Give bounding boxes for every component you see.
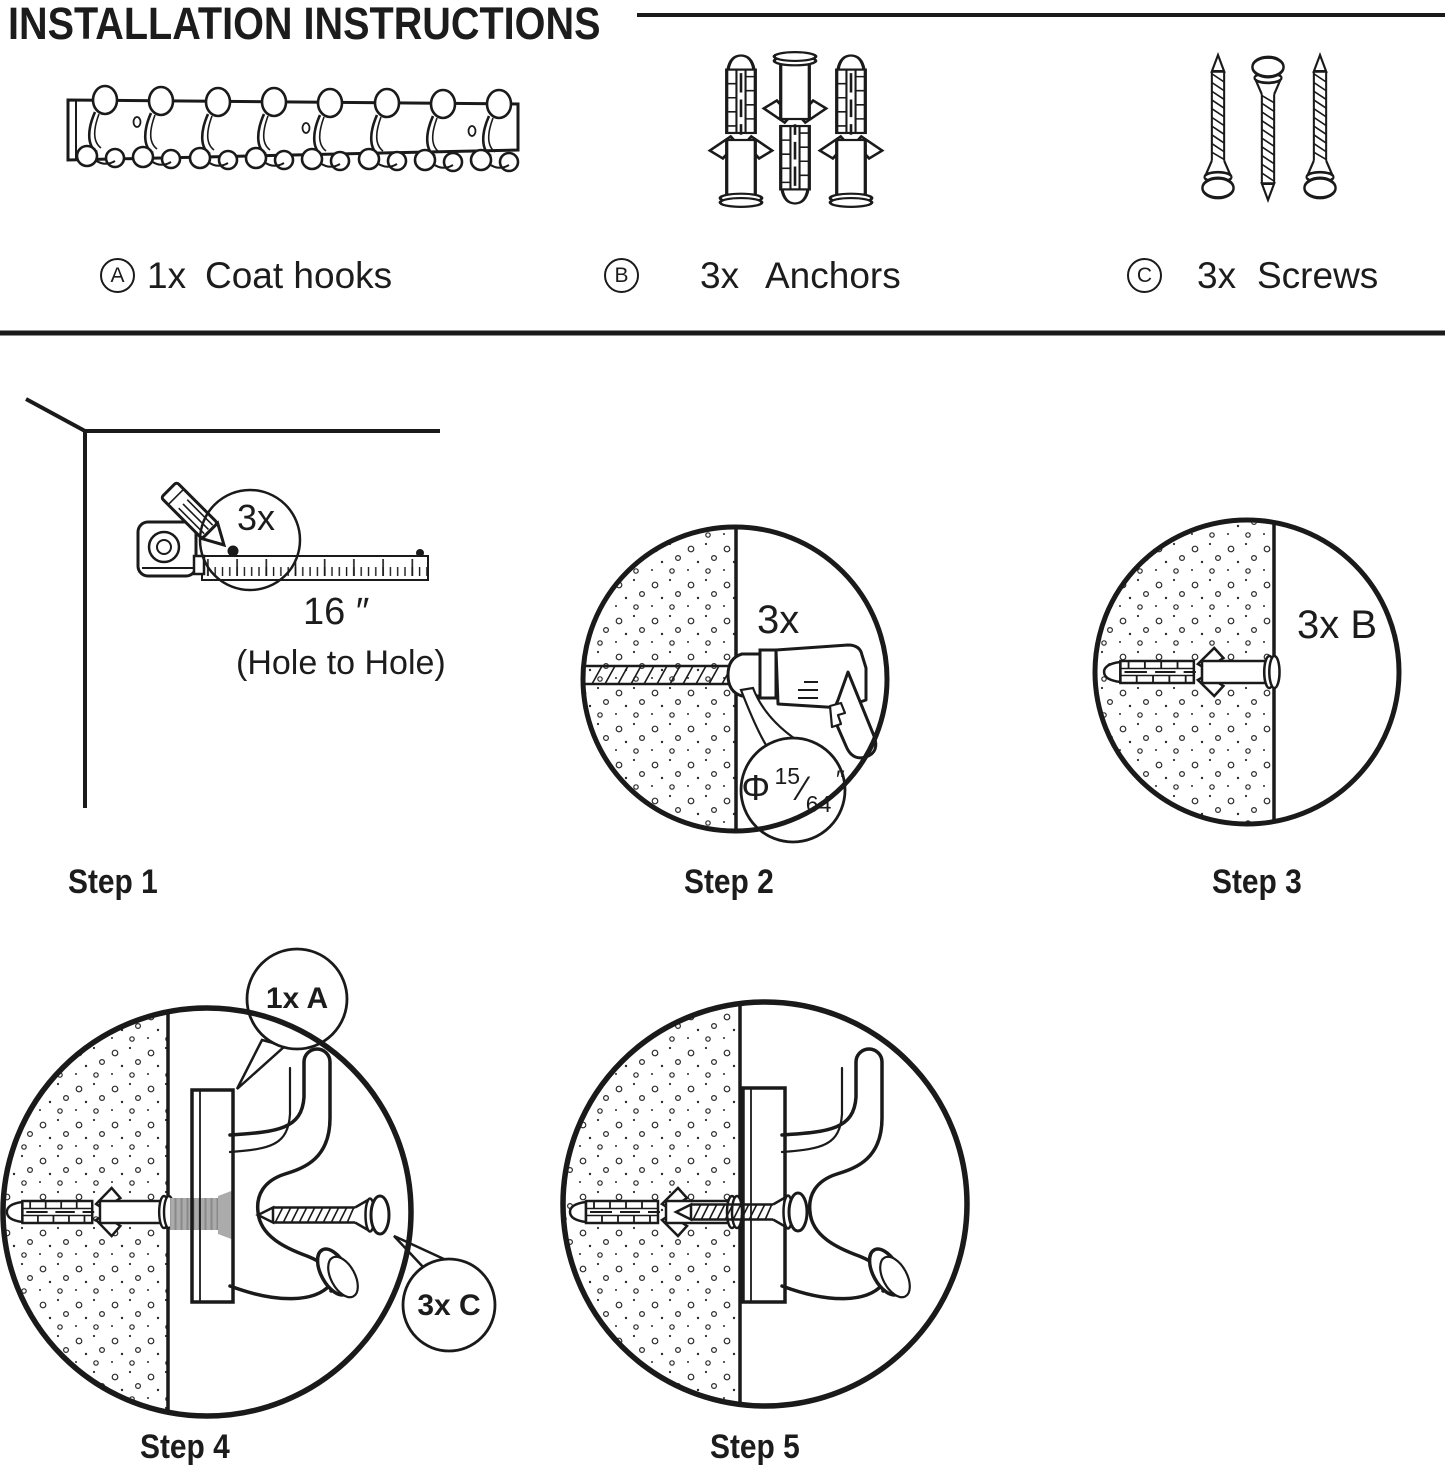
fraction-numerator: 15 bbox=[774, 762, 801, 789]
part-badge-b bbox=[604, 258, 639, 293]
step1-note: (Hole to Hole) bbox=[236, 644, 446, 682]
fraction-slash: ⁄ bbox=[800, 770, 806, 808]
loose-screw-icon bbox=[258, 1196, 389, 1234]
part-badge-c bbox=[1127, 258, 1162, 293]
coat-hook-side-icon bbox=[782, 1049, 916, 1302]
step1-measurement: 16 ″ bbox=[303, 591, 370, 633]
step2-label: Step 2 bbox=[684, 863, 774, 901]
step3-annotation: 3x B bbox=[1297, 603, 1378, 647]
part-badge-b-letter: B bbox=[614, 263, 629, 287]
coat-hook-rack-icon bbox=[68, 86, 518, 171]
step3-illustration bbox=[1095, 520, 1399, 824]
step4-label: Step 4 bbox=[140, 1428, 230, 1466]
step4-screws-callout: 3x C bbox=[417, 1289, 481, 1322]
second-mark-dot bbox=[416, 549, 424, 557]
part-badge-c-letter: C bbox=[1136, 263, 1153, 287]
inch-mark: ″ bbox=[835, 766, 845, 794]
screws-icon bbox=[1202, 55, 1335, 200]
part-c-qty: 3x bbox=[1197, 255, 1237, 296]
step2-drill-qty: 3x bbox=[757, 598, 800, 642]
page-title-text: INSTALLATION INSTRUCTIONS bbox=[8, 0, 601, 49]
part-a-qty: 1x bbox=[147, 255, 187, 296]
step1-marker-qty: 3x bbox=[237, 497, 276, 538]
step5-label: Step 5 bbox=[710, 1428, 800, 1466]
diameter-fraction bbox=[774, 762, 832, 818]
pencil-mark-dot bbox=[228, 546, 239, 557]
part-b-qty: 3x bbox=[700, 255, 740, 296]
rack-board bbox=[743, 1088, 785, 1302]
part-b-name: Anchors bbox=[765, 255, 901, 296]
part-a-name: Coat hooks bbox=[205, 255, 393, 296]
part-badge-a-letter: A bbox=[110, 263, 125, 287]
screw-shank-section bbox=[170, 1198, 218, 1230]
step1-label: Step 1 bbox=[68, 863, 158, 901]
ruler-icon bbox=[202, 556, 428, 580]
drill-diameter-label bbox=[740, 762, 846, 818]
step4-illustration bbox=[3, 949, 495, 1416]
anchors-icon bbox=[710, 52, 882, 207]
part-badge-a bbox=[100, 258, 135, 293]
page-title bbox=[8, 0, 681, 49]
callout-tail bbox=[237, 1040, 285, 1089]
step5-illustration bbox=[563, 1002, 967, 1406]
step1-illustration bbox=[26, 399, 440, 808]
step4-rack-callout: 1x A bbox=[265, 982, 329, 1015]
diameter-symbol: Φ bbox=[741, 767, 771, 808]
part-c-name: Screws bbox=[1257, 255, 1379, 296]
wall-corner-lines bbox=[26, 399, 440, 431]
step3-label: Step 3 bbox=[1212, 863, 1302, 901]
coat-hook-side-icon bbox=[230, 1049, 364, 1302]
fraction-denominator: 64 bbox=[805, 791, 832, 818]
